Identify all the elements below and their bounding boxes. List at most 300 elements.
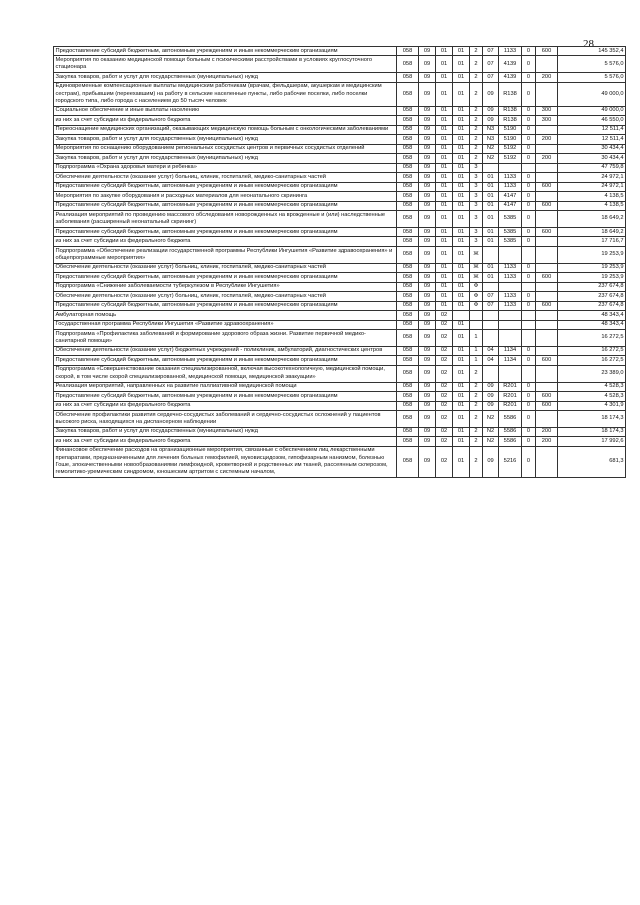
event-code: 09 [483,82,499,106]
program-code: 01 [453,116,470,125]
extra-code: 0 [522,47,536,56]
ministry-code: 058 [397,237,419,246]
section-code: 09 [419,211,436,228]
extra-code [522,282,536,291]
section-code: 09 [419,311,436,320]
program-code: 01 [453,211,470,228]
program-code: 01 [453,82,470,106]
direction-code: R138 [499,106,522,115]
ministry-code: 058 [397,401,419,410]
subprogram-code: 2 [470,446,483,477]
program-code: 01 [453,446,470,477]
row-description: Реализация мероприятий, направленных на развитие паллиативной медицинской помощи [54,382,397,391]
table-row [54,392,626,401]
table-row [54,401,626,410]
subprogram-code: 2 [470,56,483,73]
program-code: 01 [453,192,470,201]
section-code: 09 [419,437,436,446]
table-row [54,446,626,477]
program-code: 01 [453,346,470,355]
table-row [54,437,626,446]
event-code [483,320,499,329]
ministry-code: 058 [397,56,419,73]
subprogram-code: 3 [470,211,483,228]
subprogram-code: 2 [470,411,483,428]
program-code: 01 [453,182,470,191]
direction-code: R201 [499,401,522,410]
extra-code: 0 [522,292,536,301]
expense-type-code: 600 [536,392,558,401]
row-amount: 49 000,0 [558,106,626,115]
expense-type-code [536,292,558,301]
subsection-code: 02 [436,446,453,477]
table-row [54,346,626,355]
section-code: 09 [419,201,436,210]
page-number: 28 [583,38,594,50]
extra-code: 0 [522,144,536,153]
subsection-code: 01 [436,263,453,272]
row-description: из них за счет субсидии из федерального бюджета [54,237,397,246]
row-description: Обеспечение профилактики развития сердечно-сосудистых заболеваний и сердечно-сосудистых осложнений у пациентов высокого риска, находящихся на диспансерном наблюдении [54,411,397,428]
row-amount: 18 174,3 [558,427,626,436]
row-description: Закупка товаров, работ и услуг для государственных (муниципальных) нужд [54,154,397,163]
expense-type-code: 600 [536,47,558,56]
event-code [483,365,499,382]
row-description: Закупка товаров, работ и услуг для государственных (муниципальных) нужд [54,135,397,144]
direction-code: 5385 [499,211,522,228]
subprogram-code: Ф [470,301,483,310]
row-description: Предоставление субсидий бюджетным, автономным учреждениям и иным некоммерческим организациям [54,392,397,401]
ministry-code: 058 [397,116,419,125]
program-code: 01 [453,144,470,153]
row-description: Подпрограмма «Охрана здоровья матери и ребенка» [54,163,397,172]
row-description: Закупка товаров, работ и услуг для государственных (муниципальных) нужд [54,427,397,436]
subprogram-code [470,320,483,329]
program-code: 01 [453,173,470,182]
direction-code: 4147 [499,201,522,210]
row-description: Амбулаторная помощь [54,311,397,320]
expense-type-code [536,173,558,182]
row-amount: 17 992,6 [558,437,626,446]
expense-type-code [536,382,558,391]
subsection-code: 02 [436,365,453,382]
ministry-code: 058 [397,356,419,365]
direction-code: 1133 [499,273,522,282]
extra-code: 0 [522,382,536,391]
extra-code: 0 [522,237,536,246]
ministry-code: 058 [397,47,419,56]
extra-code: 0 [522,446,536,477]
event-code: 07 [483,47,499,56]
program-code: 01 [453,237,470,246]
table-row [54,173,626,182]
extra-code: 0 [522,106,536,115]
ministry-code: 058 [397,182,419,191]
program-code [453,311,470,320]
subsection-code: 02 [436,382,453,391]
section-code: 09 [419,227,436,236]
event-code [483,330,499,347]
program-code: 01 [453,330,470,347]
subprogram-code: 2 [470,437,483,446]
direction-code: 5192 [499,154,522,163]
extra-code: 0 [522,427,536,436]
subprogram-code: 2 [470,427,483,436]
program-code: 01 [453,106,470,115]
ministry-code: 058 [397,201,419,210]
direction-code: 4139 [499,56,522,73]
row-amount: 23 389,0 [558,365,626,382]
expense-type-code [536,144,558,153]
expense-type-code [536,282,558,291]
extra-code: 0 [522,227,536,236]
subsection-code: 01 [436,106,453,115]
row-description: Мероприятия по оснащению оборудованием региональных сосудистых центров и первичных сосудистых отделений [54,144,397,153]
direction-code: 5190 [499,125,522,134]
expense-type-code [536,411,558,428]
ministry-code: 058 [397,211,419,228]
subsection-code: 01 [436,192,453,201]
direction-code: 4139 [499,73,522,82]
program-code: 01 [453,427,470,436]
subprogram-code: 1 [470,330,483,347]
section-code: 09 [419,163,436,172]
expense-type-code [536,365,558,382]
program-code: 01 [453,392,470,401]
section-code: 09 [419,47,436,56]
extra-code [522,246,536,263]
subprogram-code: 3 [470,237,483,246]
subsection-code: 02 [436,437,453,446]
subprogram-code: Ф [470,282,483,291]
direction-code: 1133 [499,292,522,301]
row-description: Государственная программа Республики Ингушетия «Развитие здравоохранения» [54,320,397,329]
table-row [54,163,626,172]
extra-code: 0 [522,301,536,310]
expense-type-code: 200 [536,437,558,446]
program-code: 01 [453,320,470,329]
ministry-code: 058 [397,346,419,355]
program-code: 01 [453,154,470,163]
row-amount: 19 253,9 [558,273,626,282]
event-code: 04 [483,356,499,365]
ministry-code: 058 [397,73,419,82]
subprogram-code: 3 [470,227,483,236]
event-code [483,246,499,263]
subprogram-code: 2 [470,144,483,153]
ministry-code: 058 [397,173,419,182]
table-row [54,411,626,428]
event-code: N2 [483,154,499,163]
row-amount: 18 174,3 [558,411,626,428]
extra-code: 0 [522,437,536,446]
row-description: Обеспечение деятельности (оказание услуг) больниц, клиник, госпиталей, медико-санитарных частей [54,173,397,182]
subsection-code: 01 [436,144,453,153]
event-code: 09 [483,106,499,115]
row-description: Подпрограмма «Профилактика заболеваний и формирование здорового образа жизни. Развитие первичной медико-санитарной помощи» [54,330,397,347]
program-code: 01 [453,273,470,282]
subprogram-code: 2 [470,106,483,115]
table-body [54,47,626,478]
subprogram-code: Ж [470,263,483,272]
event-code: 01 [483,182,499,191]
expense-type-code [536,330,558,347]
row-description: Реализация мероприятий по проведению массового обследования новорожденных на врожденные и (или) наследственные заболевания (расширенный неонатальный скрининг) [54,211,397,228]
table-row [54,356,626,365]
table-row [54,211,626,228]
section-code: 09 [419,382,436,391]
row-amount: 24 972,1 [558,173,626,182]
extra-code: 0 [522,116,536,125]
event-code: 09 [483,382,499,391]
subsection-code: 02 [436,356,453,365]
table-row [54,47,626,56]
row-amount: 237 674,8 [558,301,626,310]
expense-type-code [536,125,558,134]
subsection-code: 02 [436,392,453,401]
expense-type-code: 600 [536,201,558,210]
row-amount: 16 272,5 [558,356,626,365]
row-description: из них за счет субсидии из федерального бюджета [54,116,397,125]
event-code: N2 [483,437,499,446]
table-row [54,320,626,329]
subsection-code: 02 [436,330,453,347]
subprogram-code: 1 [470,346,483,355]
section-code: 09 [419,365,436,382]
subprogram-code: 2 [470,82,483,106]
expense-type-code [536,320,558,329]
direction-code: 1133 [499,301,522,310]
event-code: 01 [483,201,499,210]
section-code: 09 [419,263,436,272]
section-code: 09 [419,154,436,163]
row-description: Финансовое обеспечение расходов на организационные мероприятия, связанные с обеспечением лиц лекарственными препаратами, предназначенными для лечения больных гемофилией, муковисцидозом, гипофизарным нанизмом, болезнью Гоше, злокачественными новообразованиями лимфоидной, кроветворной и родственных им тканей, рассеянным склерозом, гемолитико-уремическим синдромом, юношеским артритом с системным началом, [54,446,397,477]
table-row [54,56,626,73]
ministry-code: 058 [397,411,419,428]
extra-code: 0 [522,56,536,73]
expense-type-code [536,237,558,246]
row-description: Подпрограмма «Снижение заболеваемости туберкулезом в Республике Ингушетия» [54,282,397,291]
row-amount: 49 000,0 [558,82,626,106]
ministry-code: 058 [397,154,419,163]
extra-code: 0 [522,201,536,210]
expense-type-code [536,263,558,272]
row-amount: 16 272,5 [558,330,626,347]
row-amount: 19 253,9 [558,263,626,272]
program-code: 01 [453,411,470,428]
expense-type-code [536,163,558,172]
subprogram-code: 2 [470,135,483,144]
expense-type-code [536,446,558,477]
subsection-code: 01 [436,173,453,182]
subsection-code: 01 [436,47,453,56]
table-row [54,192,626,201]
extra-code [522,311,536,320]
direction-code: 1134 [499,356,522,365]
subprogram-code: 2 [470,392,483,401]
event-code: N2 [483,427,499,436]
event-code: 01 [483,263,499,272]
direction-code: 5190 [499,135,522,144]
extra-code: 0 [522,263,536,272]
subprogram-code: 2 [470,116,483,125]
subsection-code: 01 [436,227,453,236]
direction-code [499,163,522,172]
section-code: 09 [419,73,436,82]
section-code: 09 [419,82,436,106]
subsection-code: 01 [436,273,453,282]
section-code: 09 [419,182,436,191]
row-description: Предоставление субсидий бюджетным, автономным учреждениям и иным некоммерческим организациям [54,273,397,282]
row-amount: 237 674,8 [558,292,626,301]
table-row [54,301,626,310]
table-row [54,144,626,153]
program-code: 01 [453,401,470,410]
program-code: 01 [453,382,470,391]
expense-type-code: 200 [536,135,558,144]
row-amount: 4 301,9 [558,401,626,410]
program-code: 01 [453,263,470,272]
expense-type-code: 600 [536,356,558,365]
section-code: 09 [419,292,436,301]
row-description: Обеспечение деятельности (оказание услуг) больниц, клиник, госпиталей, медико-санитарных частей [54,263,397,272]
row-description: Мероприятия по оказанию медицинской помощи больным с психическими расстройствами в условиях круглосуточного стационара [54,56,397,73]
program-code: 01 [453,356,470,365]
row-amount: 5 576,0 [558,73,626,82]
table-row [54,427,626,436]
event-code: N3 [483,135,499,144]
row-description: из них за счет субсидии из федерального бюджета [54,437,397,446]
row-description: Социальное обеспечение и иные выплаты населению [54,106,397,115]
subprogram-code: 3 [470,201,483,210]
direction-code: R138 [499,116,522,125]
event-code [483,282,499,291]
ministry-code: 058 [397,292,419,301]
table-row [54,201,626,210]
section-code: 09 [419,346,436,355]
subprogram-code: 2 [470,125,483,134]
expense-type-code: 200 [536,154,558,163]
direction-code: 5586 [499,411,522,428]
subsection-code: 01 [436,82,453,106]
program-code: 01 [453,282,470,291]
ministry-code: 058 [397,246,419,263]
row-description: Предоставление субсидий бюджетным, автономным учреждениям и иным некоммерческим организациям [54,182,397,191]
subprogram-code: 1 [470,356,483,365]
row-description: Предоставление субсидий бюджетным, автономным учреждениям и иным некоммерческим организациям [54,47,397,56]
expense-type-code [536,82,558,106]
table-row [54,330,626,347]
section-code: 09 [419,56,436,73]
row-amount: 12 511,4 [558,125,626,134]
ministry-code: 058 [397,311,419,320]
subsection-code: 01 [436,292,453,301]
row-amount: 4 528,3 [558,382,626,391]
program-code: 01 [453,163,470,172]
program-code: 01 [453,135,470,144]
subsection-code: 01 [436,201,453,210]
ministry-code: 058 [397,82,419,106]
table-row [54,154,626,163]
section-code: 09 [419,192,436,201]
expense-type-code [536,192,558,201]
row-amount: 12 511,4 [558,135,626,144]
event-code: 09 [483,446,499,477]
extra-code: 0 [522,182,536,191]
subprogram-code: 3 [470,192,483,201]
subprogram-code: Ж [470,246,483,263]
extra-code: 0 [522,73,536,82]
subsection-code: 01 [436,301,453,310]
extra-code [522,163,536,172]
row-description: Предоставление субсидий бюджетным, автономным учреждениям и иным некоммерческим организациям [54,227,397,236]
table-row [54,106,626,115]
row-description: Подпрограмма «Обеспечение реализации государственной программы Республики Ингушетия «Развитие здравоохранения» и общепрограммные мероприятия» [54,246,397,263]
expense-type-code: 600 [536,227,558,236]
subprogram-code: 2 [470,73,483,82]
event-code: 01 [483,211,499,228]
row-amount: 681,3 [558,446,626,477]
table-row [54,365,626,382]
row-amount: 19 253,9 [558,246,626,263]
extra-code: 0 [522,82,536,106]
expense-type-code: 600 [536,301,558,310]
section-code: 09 [419,401,436,410]
section-code: 09 [419,173,436,182]
ministry-code: 058 [397,192,419,201]
row-amount: 145 352,4 [558,47,626,56]
event-code: 01 [483,192,499,201]
program-code: 01 [453,365,470,382]
section-code: 09 [419,116,436,125]
direction-code: R201 [499,382,522,391]
ministry-code: 058 [397,263,419,272]
program-code: 01 [453,246,470,263]
ministry-code: 058 [397,382,419,391]
subsection-code: 01 [436,73,453,82]
section-code: 09 [419,106,436,115]
subprogram-code: 2 [470,154,483,163]
subsection-code: 02 [436,311,453,320]
subsection-code: 02 [436,320,453,329]
event-code: N3 [483,125,499,134]
event-code: 07 [483,56,499,73]
expense-type-code: 600 [536,273,558,282]
section-code: 09 [419,135,436,144]
section-code: 09 [419,237,436,246]
row-description: Подпрограмма «Совершенствование оказания специализированной, включая высокотехнологичную, медицинской помощи, скорой, в том числе скорой специализированной, медицинской помощи, медицинской эвакуации» [54,365,397,382]
program-code: 01 [453,301,470,310]
extra-code: 0 [522,125,536,134]
event-code: 07 [483,292,499,301]
ministry-code: 058 [397,392,419,401]
ministry-code: 058 [397,427,419,436]
event-code: 07 [483,73,499,82]
extra-code: 0 [522,411,536,428]
ministry-code: 058 [397,163,419,172]
table-row [54,292,626,301]
row-description: из них за счет субсидии из федерального бюджета [54,401,397,410]
row-amount: 17 716,7 [558,237,626,246]
event-code: 09 [483,392,499,401]
table-row [54,182,626,191]
extra-code: 0 [522,401,536,410]
ministry-code: 058 [397,227,419,236]
subprogram-code [470,311,483,320]
table-row [54,382,626,391]
table-row [54,82,626,106]
direction-code: R138 [499,82,522,106]
